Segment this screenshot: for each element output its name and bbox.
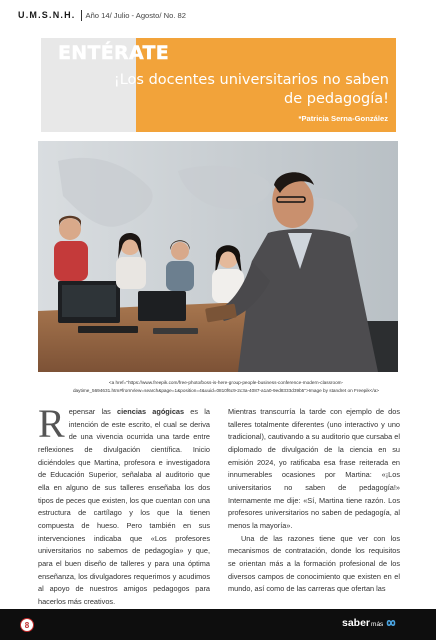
publication-brand: U.M.S.N.H.: [18, 10, 76, 20]
classroom-photo: [38, 141, 398, 372]
running-head: [18, 8, 186, 22]
body-paragraph: Mientras transcurría la tarde con ejemplo de dos talleres totalmente diferentes (uno interactivo y uno tradicional), cautivando a su auditorio que cursaba el diplomado de divulgación de la ciencia en su emisión 2024, yo ratificaba esa frase reiterada en innumerables ocasiones por Martina: «¡Los universitarios no saben de pedagogía!» Internamente me dije: «Sí, Martina tiene razón. Los profesores universitarios no saben de pedagogía, al menos la mayoría».: [228, 407, 400, 530]
body-column-left: [38, 401, 210, 609]
logo-accent-text: más: [371, 621, 384, 628]
page-number: 8: [20, 618, 34, 632]
drop-cap: R: [38, 401, 65, 446]
article-headline: [89, 71, 389, 109]
section-banner: [41, 38, 396, 132]
body-paragraph: [38, 401, 210, 609]
body-paragraph: Una de las razones tiene que ver con los mecanismos de contratación, donde los requisitos se orientan más a la formación profesional de los diversos campos de conocimiento que existen en el mundo, así como de las carreras que ofertan las: [228, 533, 400, 594]
paragraph-text: es la intención de este escrito, el cual se deriva de una vivencia ocurrida una tarde entre reflexiones de divulgación científica. Inicio diciéndoles que Martina, profesora e investigadora de Educación Superior, señalaba al auditorio que ella en alguno de sus talleres enseñaba los dos tipos de peces que existen, los que cuentan con una estructura de cartílago y los que la tienen compuesta de hueso. Pero también en sus intervenciones indicaba que «Los profesores universitarios no sabemos de pedagogía» y que, para el buen diseño de talleres y para una óptima enseñanza, los divulgadores requerimos y acudimos al apoyo de nuestros amigos pedagogos para hacerlos más creativos.: [38, 407, 210, 606]
headline-line-2: de pedagogía!: [284, 91, 389, 107]
paragraph-text: epensar las: [68, 407, 118, 416]
logo-wordmark: saber: [342, 617, 371, 629]
infinity-icon: [384, 617, 398, 629]
issue-info: Año 14/ Julio - Agosto/ No. 82: [85, 10, 186, 20]
author-byline: *Patricia Serna-González: [298, 114, 388, 123]
photo-credit: <a href="https://www.freepik.com/free-photo/boss-is-here-group-people-business-conference-modern-classroom-daytime_5694631.htm#fromView=search&page=1&position=4&uuid=0810f6c9-2c3a-4087-a1a0-9ed8333d39b5">Image by standret on Freepik</a>: [72, 380, 380, 393]
page-footer: [0, 609, 436, 640]
publication-logo: [342, 617, 398, 629]
headline-line-1: ¡Los docentes universitarios no saben: [113, 72, 389, 88]
header-divider: [81, 10, 82, 21]
emphasis-text: ciencias agógicas: [117, 407, 185, 416]
body-column-right: [228, 406, 400, 596]
section-title: ENTÉRATE: [58, 42, 170, 64]
